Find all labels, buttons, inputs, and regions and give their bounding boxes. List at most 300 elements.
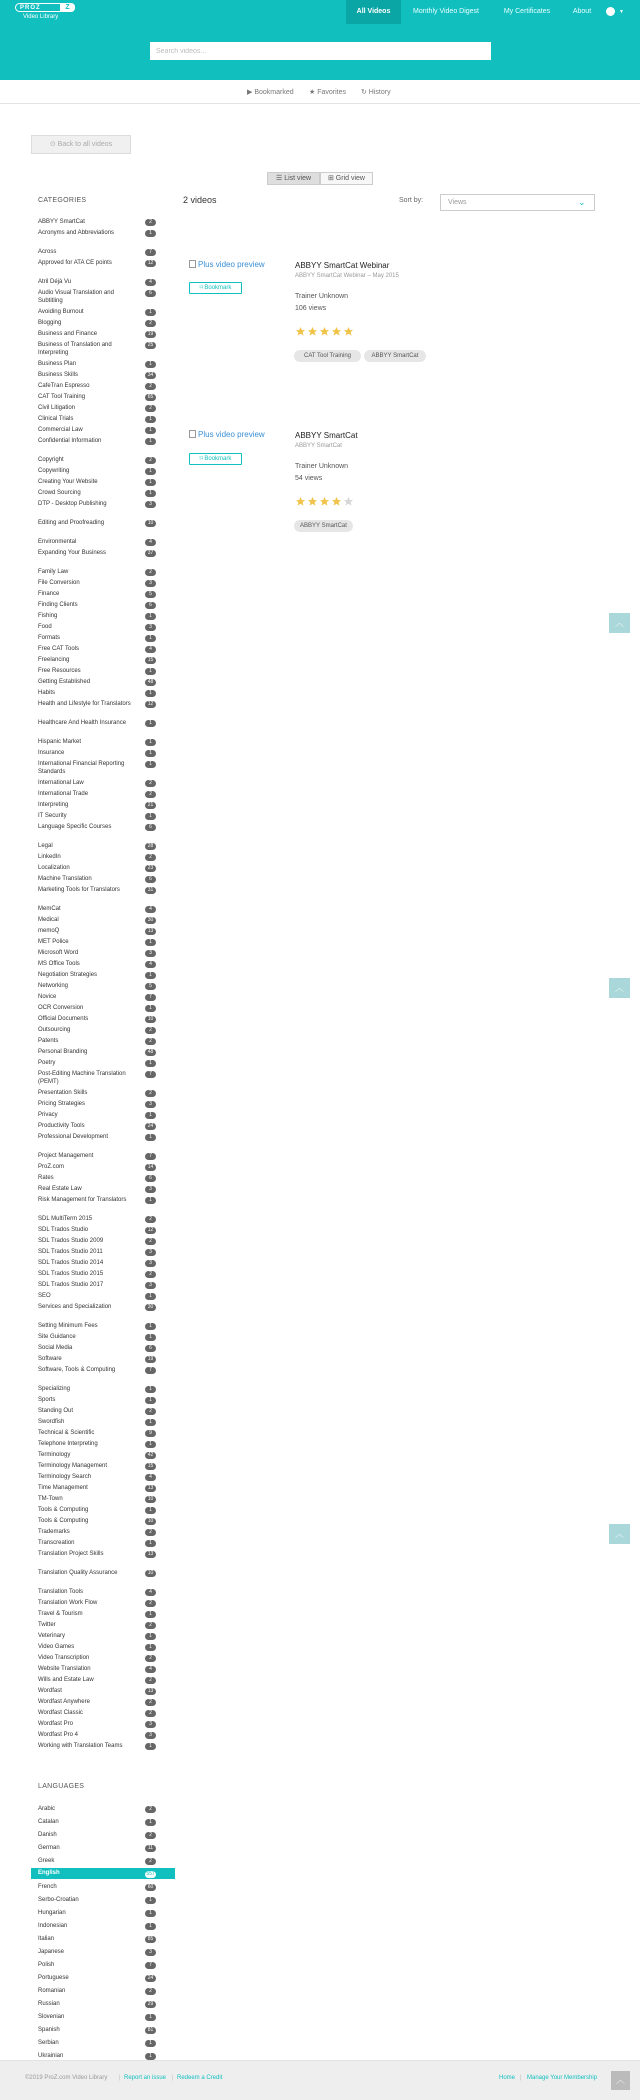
category-item[interactable] <box>38 1676 156 1684</box>
category-item[interactable] <box>38 1418 156 1426</box>
category-label: OCR Conversion <box>38 1005 84 1011</box>
category-item[interactable] <box>38 749 156 757</box>
category-item[interactable] <box>38 916 156 924</box>
arrow-up-icon[interactable]: ︿ <box>609 613 630 633</box>
category-item[interactable] <box>38 1070 156 1086</box>
category-item[interactable] <box>38 949 156 957</box>
category-label: ProZ.com <box>38 1164 65 1170</box>
category-item[interactable] <box>38 1698 156 1706</box>
category-item[interactable] <box>38 1248 156 1256</box>
category-label: Translation Quality Assurance <box>38 1570 118 1576</box>
category-item[interactable] <box>38 760 156 776</box>
language-item[interactable] <box>38 1922 156 1930</box>
category-item[interactable] <box>38 1720 156 1728</box>
category-item[interactable] <box>38 437 156 445</box>
category-count-badge: 1 <box>145 427 156 434</box>
category-count-badge: 13 <box>145 928 156 935</box>
languages-heading: LANGUAGES <box>38 1783 85 1790</box>
language-count-badge: 11 <box>145 1845 156 1852</box>
category-count-badge: 4 <box>145 279 156 286</box>
category-item[interactable] <box>38 1185 156 1193</box>
category-item[interactable] <box>38 645 156 653</box>
category-label: Language Specific Courses <box>38 824 112 830</box>
category-item[interactable] <box>38 1100 156 1108</box>
video-tag[interactable]: ABBYY SmartCat <box>364 350 426 362</box>
category-item[interactable] <box>38 590 156 598</box>
category-item[interactable] <box>38 864 156 872</box>
language-item[interactable] <box>38 2052 156 2060</box>
category-count-badge: 24 <box>145 1123 156 1130</box>
footer-membership-link[interactable]: Manage Your Membership <box>527 2075 598 2081</box>
category-count-badge: 6 <box>145 1175 156 1182</box>
language-item[interactable] <box>38 1883 156 1891</box>
language-item[interactable] <box>38 1896 156 1904</box>
category-label: Novice <box>38 994 57 1000</box>
category-label: Travel & Tourism <box>38 1611 83 1617</box>
language-item[interactable] <box>38 1974 156 1982</box>
category-count-badge: 1 <box>145 468 156 475</box>
category-item[interactable] <box>38 790 156 798</box>
category-count-badge: 34 <box>145 372 156 379</box>
category-item[interactable] <box>38 341 156 357</box>
category-item[interactable] <box>38 289 156 305</box>
category-item[interactable] <box>38 519 156 527</box>
category-item[interactable] <box>38 971 156 979</box>
video-title[interactable]: ABBYY SmartCat <box>295 431 358 440</box>
category-item[interactable] <box>38 1366 156 1374</box>
category-item[interactable] <box>38 259 156 267</box>
language-item[interactable] <box>38 2013 156 2021</box>
category-item[interactable] <box>38 812 156 820</box>
category-count-badge: 2 <box>145 320 156 327</box>
broken-image-icon <box>189 260 196 268</box>
category-count-badge: 1 <box>145 1611 156 1618</box>
category-item[interactable] <box>38 1599 156 1607</box>
category-label: Avoiding Burnout <box>38 309 84 315</box>
category-count-badge: 1 <box>145 972 156 979</box>
video-views: 106 views <box>295 305 327 312</box>
category-item[interactable] <box>38 1654 156 1662</box>
category-item[interactable] <box>38 415 156 423</box>
category-item[interactable] <box>38 738 156 746</box>
category-item[interactable] <box>38 689 156 697</box>
category-count-badge: 48 <box>145 1049 156 1056</box>
category-item[interactable] <box>38 1215 156 1223</box>
category-item[interactable] <box>38 1303 156 1311</box>
category-item[interactable] <box>38 1259 156 1267</box>
category-count-badge: 2 <box>145 1238 156 1245</box>
arrow-up-icon[interactable]: ︿ <box>609 1524 630 1544</box>
language-item[interactable] <box>38 1818 156 1826</box>
category-item[interactable] <box>38 426 156 434</box>
bookmark-label: Bookmark <box>204 285 232 291</box>
category-item[interactable] <box>38 1292 156 1300</box>
category-count-badge: 2 <box>145 219 156 226</box>
category-label: Health and Lifestyle for Translators <box>38 701 131 707</box>
category-item[interactable] <box>38 678 156 686</box>
nav-my-certificates[interactable]: My Certificates <box>503 8 551 15</box>
category-item[interactable] <box>38 1322 156 1330</box>
category-label: Across <box>38 249 57 255</box>
subnav-bookmarked[interactable]: ▶ Bookmarked <box>247 89 294 96</box>
category-item[interactable] <box>38 1687 156 1695</box>
thumbnail-alt-text: Plus video preview <box>198 430 265 439</box>
video-thumbnail[interactable] <box>189 260 284 272</box>
category-item[interactable] <box>38 886 156 894</box>
category-item[interactable] <box>38 1665 156 1673</box>
logo-z-mark: Z <box>60 3 75 12</box>
globe-icon[interactable] <box>606 7 615 16</box>
category-item[interactable] <box>38 1344 156 1352</box>
category-count-badge: 4 <box>145 1474 156 1481</box>
category-count-badge: 2 <box>145 780 156 787</box>
category-item[interactable] <box>38 1539 156 1547</box>
category-label: Wordfast Pro 4 <box>38 1732 78 1738</box>
category-count-badge: 10 <box>145 1496 156 1503</box>
star-icon <box>319 496 330 507</box>
category-item[interactable] <box>38 1355 156 1363</box>
category-item[interactable] <box>38 382 156 390</box>
category-label: Standing Out <box>38 1408 74 1414</box>
category-item[interactable] <box>38 700 156 708</box>
category-label: Expanding Your Business <box>38 550 107 556</box>
category-item[interactable] <box>38 938 156 946</box>
nav-all-videos[interactable]: All Videos <box>346 0 401 24</box>
language-label: Japanese <box>38 1949 65 1955</box>
chevron-down-icon: ⌄ <box>578 197 586 207</box>
category-label: Legal <box>38 843 53 849</box>
footer-separator: | <box>119 2075 121 2081</box>
category-label: Fishing <box>38 613 58 619</box>
category-label: Copyright <box>38 457 64 463</box>
list-view-button[interactable]: ☰ List view <box>267 172 320 185</box>
search-hero <box>0 24 640 80</box>
language-item[interactable] <box>38 1831 156 1839</box>
category-item[interactable] <box>38 1517 156 1525</box>
footer-copyright: ©2019 ProZ.com Video Library <box>25 2075 108 2081</box>
category-item[interactable] <box>38 478 156 486</box>
category-item[interactable] <box>38 1742 156 1750</box>
category-count-badge: 3 <box>145 1721 156 1728</box>
category-item[interactable] <box>38 248 156 256</box>
category-item[interactable] <box>38 1196 156 1204</box>
category-count-badge: 15 <box>145 657 156 664</box>
category-item[interactable] <box>38 993 156 1001</box>
language-count-badge: 2 <box>145 1858 156 1865</box>
category-item[interactable] <box>38 500 156 508</box>
category-item[interactable] <box>38 1270 156 1278</box>
category-item[interactable] <box>38 1333 156 1341</box>
category-item[interactable] <box>38 1407 156 1415</box>
video-subtitle: ABBYY SmartCat Webinar – May 2015 <box>295 273 399 279</box>
category-count-badge: 19 <box>145 331 156 338</box>
sub-navigation <box>0 80 640 104</box>
language-item[interactable] <box>38 1909 156 1917</box>
category-label: Editing and Proofreading <box>38 520 105 526</box>
category-item[interactable] <box>38 1037 156 1045</box>
category-label: Food <box>38 624 52 630</box>
category-item[interactable] <box>38 1048 156 1056</box>
category-item[interactable] <box>38 601 156 609</box>
nav-about[interactable]: About <box>572 8 592 15</box>
language-item[interactable] <box>38 1987 156 1995</box>
category-label: Official Documents <box>38 1016 89 1022</box>
category-item[interactable] <box>38 393 156 401</box>
language-label: French <box>38 1884 57 1890</box>
category-item[interactable] <box>38 1632 156 1640</box>
footer-home-link[interactable]: Home <box>499 2075 516 2081</box>
category-item[interactable] <box>38 308 156 316</box>
language-label: Hungarian <box>38 1910 66 1916</box>
category-item[interactable] <box>38 1610 156 1618</box>
language-item[interactable] <box>38 1961 156 1969</box>
category-item[interactable] <box>38 1059 156 1067</box>
category-item[interactable] <box>38 927 156 935</box>
category-item[interactable] <box>38 905 156 913</box>
category-count-badge: 25 <box>145 342 156 349</box>
grid-view-button[interactable]: ⊞ Grid view <box>320 172 373 185</box>
language-item[interactable] <box>38 2039 156 2047</box>
category-item[interactable] <box>38 960 156 968</box>
category-item[interactable] <box>38 1621 156 1629</box>
category-count-badge: 4 <box>145 646 156 653</box>
language-label: Greek <box>38 1858 55 1864</box>
category-count-badge: 6 <box>145 876 156 883</box>
category-label: International Financial Reporting Standards <box>38 761 125 775</box>
category-item[interactable] <box>38 667 156 675</box>
category-count-badge: 5 <box>145 591 156 598</box>
category-item[interactable] <box>38 1643 156 1651</box>
category-item[interactable] <box>38 853 156 861</box>
category-count-badge: 2 <box>145 1699 156 1706</box>
language-item[interactable] <box>38 1857 156 1865</box>
language-label: Romanian <box>38 1988 66 1994</box>
footer-report-link[interactable]: Report an issue <box>124 2075 167 2081</box>
star-icon <box>343 496 354 507</box>
language-count-badge: 60 <box>145 1884 156 1891</box>
category-label: LinkedIn <box>38 854 61 860</box>
category-count-badge: 7 <box>145 249 156 256</box>
bookmark-label: Bookmark <box>204 456 232 462</box>
category-label: Negotiation Strategies <box>38 972 98 978</box>
category-item[interactable] <box>38 875 156 883</box>
logo-subtitle: Video Library <box>23 14 59 20</box>
category-item[interactable] <box>38 1089 156 1097</box>
category-count-badge: 10 <box>145 1570 156 1577</box>
category-item[interactable] <box>38 656 156 664</box>
category-label: Professional Development <box>38 1134 109 1140</box>
category-count-badge: 65 <box>145 394 156 401</box>
category-item[interactable] <box>38 371 156 379</box>
category-item[interactable] <box>38 634 156 642</box>
category-count-badge: 12 <box>145 260 156 267</box>
category-item[interactable] <box>38 1731 156 1739</box>
language-item[interactable] <box>38 2026 156 2034</box>
category-item[interactable] <box>38 330 156 338</box>
arrow-up-icon[interactable]: ︿ <box>611 2071 630 2090</box>
category-item[interactable] <box>38 1429 156 1437</box>
category-label: SDL Trados Studio 2014 <box>38 1260 104 1266</box>
sort-label: Sort by: <box>399 197 424 204</box>
category-item[interactable] <box>38 568 156 576</box>
category-count-badge: 1 <box>145 1112 156 1119</box>
category-item[interactable] <box>38 1385 156 1393</box>
category-count-badge: 4 <box>145 961 156 968</box>
category-item[interactable] <box>38 360 156 368</box>
search-input[interactable] <box>150 42 491 60</box>
category-count-badge: 13 <box>145 1551 156 1558</box>
category-count-badge: 3 <box>145 501 156 508</box>
category-item[interactable] <box>38 1122 156 1130</box>
category-item[interactable] <box>38 1226 156 1234</box>
sort-select[interactable] <box>440 194 595 211</box>
category-item[interactable] <box>38 538 156 546</box>
category-item[interactable] <box>38 278 156 286</box>
video-thumbnail[interactable] <box>189 430 284 442</box>
category-item[interactable] <box>38 623 156 631</box>
category-count-badge: 1 <box>145 479 156 486</box>
category-item[interactable] <box>38 1133 156 1141</box>
category-item[interactable] <box>38 229 156 237</box>
video-tag[interactable]: ABBYY SmartCat <box>294 520 353 532</box>
category-item[interactable] <box>38 1004 156 1012</box>
category-item[interactable] <box>38 1396 156 1404</box>
language-label: Serbo-Croatian <box>38 1897 79 1903</box>
category-item[interactable] <box>38 1484 156 1492</box>
category-label: MET Police <box>38 939 69 945</box>
category-label: Technical & Scientific <box>38 1430 95 1436</box>
category-item[interactable] <box>38 1528 156 1536</box>
category-count-badge: 13 <box>145 1485 156 1492</box>
category-count-badge: 1 <box>145 1334 156 1341</box>
category-item[interactable] <box>38 1111 156 1119</box>
category-item[interactable] <box>38 456 156 464</box>
language-label: Spanish <box>38 2027 60 2033</box>
video-tag[interactable]: CAT Tool Training <box>294 350 361 362</box>
category-label: Clinical Trials <box>38 416 74 422</box>
category-count-badge: 6 <box>145 1345 156 1352</box>
language-item[interactable] <box>38 1948 156 1956</box>
category-item[interactable] <box>38 1588 156 1596</box>
logo-wordmark: PROZ <box>20 5 41 11</box>
category-label: Environmental <box>38 539 77 545</box>
language-count-badge: 1 <box>145 1897 156 1904</box>
category-count-badge: 6 <box>145 290 156 297</box>
category-count-badge: 3 <box>145 624 156 631</box>
subnav-history[interactable]: ↻ History <box>361 89 391 96</box>
category-item[interactable] <box>38 319 156 327</box>
category-item[interactable] <box>38 1462 156 1470</box>
category-item[interactable] <box>38 801 156 809</box>
category-label: Patents <box>38 1038 59 1044</box>
category-count-badge: 7 <box>145 994 156 1001</box>
category-label: Presentation Skills <box>38 1090 88 1096</box>
category-item[interactable] <box>38 404 156 412</box>
language-item[interactable] <box>38 1935 156 1943</box>
category-item[interactable] <box>38 1281 156 1289</box>
category-item[interactable] <box>38 489 156 497</box>
category-item[interactable] <box>38 579 156 587</box>
category-item[interactable] <box>38 1026 156 1034</box>
category-item[interactable] <box>38 612 156 620</box>
category-label: Translation Tools <box>38 1589 84 1595</box>
category-item[interactable] <box>38 823 156 831</box>
category-count-badge: 2 <box>145 791 156 798</box>
language-label: German <box>38 1845 60 1851</box>
bookmark-button[interactable]: ⌑ Bookmark <box>189 282 242 294</box>
back-to-all-videos-button[interactable]: ⊙ Back to all videos <box>31 135 131 154</box>
category-item[interactable] <box>38 1506 156 1514</box>
nav-monthly-video-digest[interactable]: Monthly Video Digest <box>412 8 480 15</box>
language-label: Italian <box>38 1936 55 1942</box>
category-item[interactable] <box>38 218 156 226</box>
category-item[interactable] <box>38 842 156 850</box>
category-label: Services and Specialization <box>38 1304 112 1310</box>
language-count-badge: 1 <box>145 2040 156 2047</box>
category-item[interactable] <box>38 1709 156 1717</box>
category-count-badge: 1 <box>145 1633 156 1640</box>
language-count-badge: 2 <box>145 1832 156 1839</box>
category-label: Free Resources <box>38 668 81 674</box>
category-item[interactable] <box>38 982 156 990</box>
category-count-badge: 1 <box>145 1644 156 1651</box>
category-label: CafeTran Espresso <box>38 383 90 389</box>
category-label: Localization <box>38 865 70 871</box>
bookmark-button[interactable]: ⌑ Bookmark <box>189 453 242 465</box>
category-item[interactable] <box>38 1495 156 1503</box>
arrow-up-icon[interactable]: ︿ <box>609 978 630 998</box>
category-item[interactable] <box>38 1440 156 1448</box>
category-item[interactable] <box>38 467 156 475</box>
language-count-badge: 1 <box>145 1923 156 1930</box>
category-item[interactable] <box>38 1569 156 1577</box>
category-item[interactable] <box>38 1015 156 1023</box>
category-count-badge: 1 <box>145 613 156 620</box>
category-item[interactable] <box>38 1152 156 1160</box>
footer-redeem-link[interactable]: Redeem a Credit <box>177 2075 223 2081</box>
chevron-down-icon[interactable]: ▼ <box>619 9 624 15</box>
subnav-favorites[interactable]: ★ Favorites <box>309 89 347 96</box>
language-count-badge: 29 <box>145 2001 156 2008</box>
language-item[interactable] <box>38 2000 156 2008</box>
video-title[interactable]: ABBYY SmartCat Webinar <box>295 261 390 270</box>
category-count-badge: 1 <box>145 1507 156 1514</box>
category-item[interactable] <box>38 779 156 787</box>
language-item[interactable] <box>38 1844 156 1852</box>
category-item[interactable] <box>38 549 156 557</box>
category-item[interactable] <box>38 1174 156 1182</box>
category-label: Creating Your Website <box>38 479 98 485</box>
category-count-badge: 2 <box>145 1408 156 1415</box>
language-label: Catalan <box>38 1819 59 1825</box>
category-count-badge: 2 <box>145 854 156 861</box>
category-item[interactable] <box>38 1550 156 1558</box>
category-count-badge: 3 <box>145 950 156 957</box>
category-item[interactable] <box>38 1473 156 1481</box>
category-item[interactable] <box>38 719 156 727</box>
category-item[interactable] <box>38 1163 156 1171</box>
category-label: Machine Translation <box>38 876 92 882</box>
site-logo[interactable] <box>15 3 75 12</box>
category-item[interactable] <box>38 1451 156 1459</box>
category-label: Business Plan <box>38 361 77 367</box>
language-item[interactable] <box>38 1805 156 1813</box>
category-item[interactable] <box>38 1237 156 1245</box>
category-label: IT Security <box>38 813 67 819</box>
category-count-badge: 10 <box>145 520 156 527</box>
category-label: DTP - Desktop Publishing <box>38 501 107 507</box>
star-icon <box>331 496 342 507</box>
